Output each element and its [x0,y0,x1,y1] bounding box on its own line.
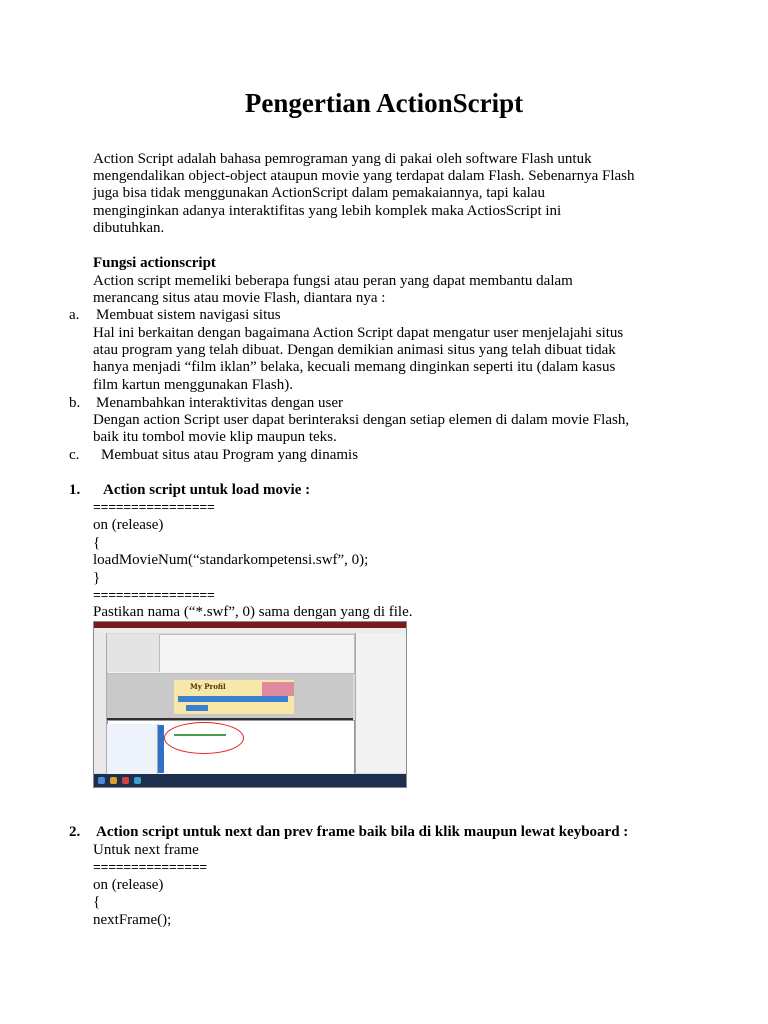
section-subheading: Untuk next frame [93,842,199,858]
fungsi-line: merancang situs atau movie Flash, diantara nya : [93,290,386,306]
screenshot-actions-tree [107,724,158,774]
list-item-label: Membuat sistem navigasi situs [96,307,281,323]
code-line: loadMovieNum(“standarkompetensi.swf”, 0); [93,552,369,568]
code-line: on (release) [93,517,164,533]
browser-icon [134,777,141,784]
code-line: on (release) [93,877,164,893]
list-item-body: baik itu tombol movie klip maupun teks. [93,429,337,445]
screenshot-layers [107,634,160,672]
code-line: { [93,894,101,910]
screenshot-library-panel [355,633,407,773]
fungsi-line: Action script memeliki beberapa fungsi atau peran yang dapat membantu dalam [93,273,573,289]
separator: ================ [93,500,215,515]
list-item-body: film kartun menggunakan Flash). [93,377,293,393]
separator: ================ [93,588,215,603]
list-item-body: Hal ini berkaitan dengan bagaimana Action Script dapat mengatur user menjelajahi situs [93,325,624,341]
list-item-body: atau program yang telah dibuat. Dengan demikian animasi situs yang telah dibuat tidak [93,342,616,358]
code-line: { [93,535,101,551]
folder-icon [110,777,117,784]
fungsi-heading: Fungsi actionscript [93,255,216,271]
list-item-label: Menambahkan interaktivitas dengan user [96,395,344,411]
screenshot-banner-accent [262,682,294,696]
list-marker: b. [69,395,81,411]
section-heading: Action script untuk load movie : [103,482,311,498]
section-number: 2. [69,824,81,840]
intro-line: Action Script adalah bahasa pemrograman yang di pakai oleh software Flash untuk [93,151,592,167]
list-item-label: Membuat situs atau Program yang dinamis [101,447,359,463]
separator: =============== [93,860,208,875]
list-marker: a. [69,307,80,323]
page-title: Pengertian ActionScript [244,88,524,118]
note-line: Pastikan nama (“*.swf”, 0) sama dengan yang di file. [93,604,413,620]
screenshot-buttons [178,696,288,702]
intro-line: juga bisa tidak menggunakan ActionScript dalam pemakaiannya, tapi kalau [93,185,545,201]
intro-line: dibutuhkan. [93,220,165,236]
code-line: nextFrame(); [93,912,172,928]
intro-line: mengendalikan object-object ataupun movie yang terdapat dalam Flash. Sebenarnya Flash [93,168,635,184]
list-item-body: Dengan action Script user dapat berinteraksi dengan setiap elemen di dalam movie Flash, [93,412,630,428]
code-line: } [93,570,101,586]
screenshot-banner-text: My Profil [190,682,226,691]
intro-line: menginginkan adanya interaktifitas yang lebih komplek maka ActiosScript ini [93,203,562,219]
screenshot-button-small [186,705,208,711]
flash-icon [122,777,129,784]
section-heading: Action script untuk next dan prev frame baik bila di klik maupun lewat keyboard : [96,824,629,840]
screenshot-code-gutter [158,725,164,773]
flash-screenshot [93,621,407,788]
screenshot-tools-panel [94,633,107,773]
highlight-ellipse [164,722,244,754]
list-marker: c. [69,447,80,463]
start-icon [98,777,105,784]
list-item-body: hanya menjadi “film iklan” belaka, kecuali memang dinginkan seperti itu (dalam kasus [93,359,616,375]
section-number: 1. [69,482,81,498]
